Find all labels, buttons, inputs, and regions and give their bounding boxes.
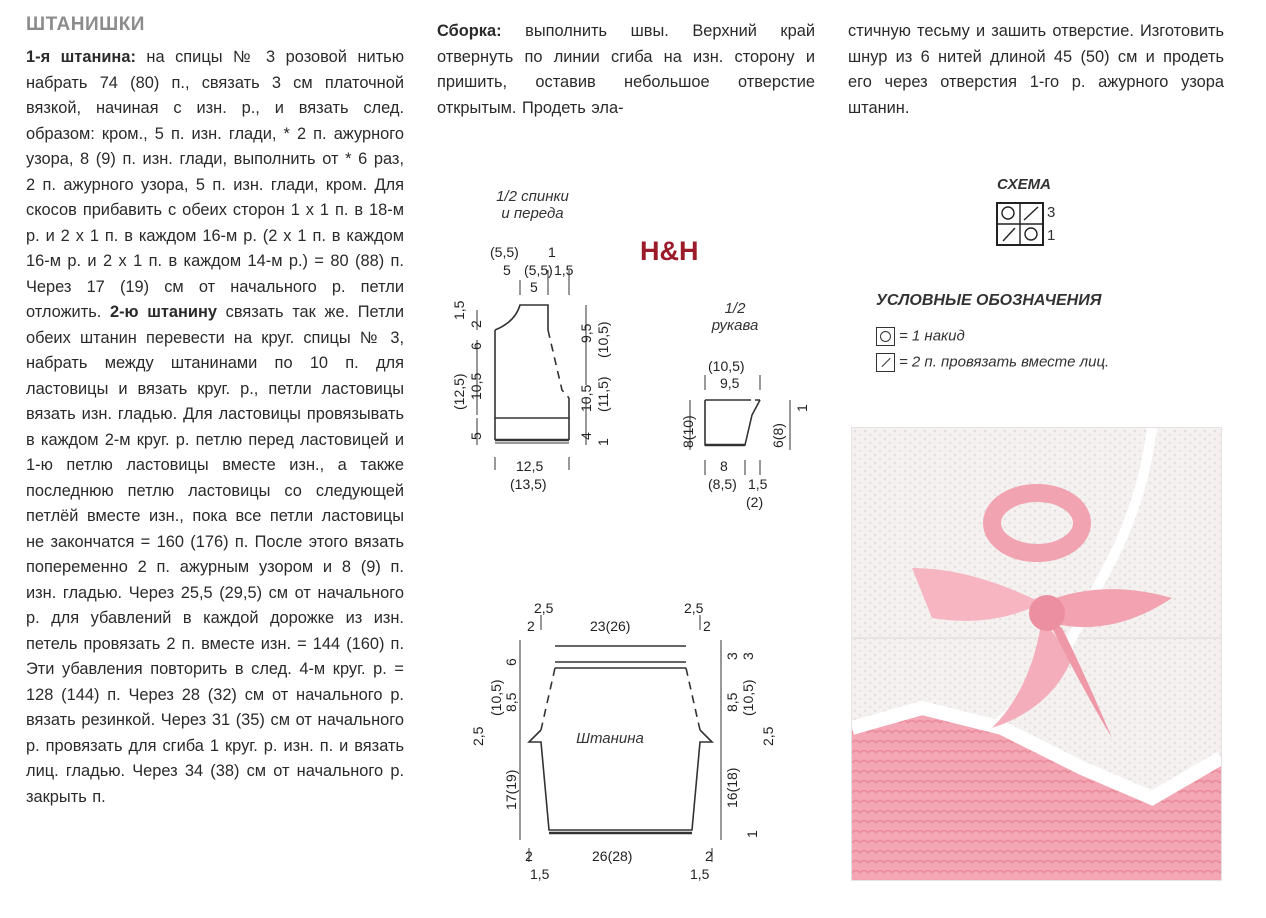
dim-p-left-1: 6: [503, 658, 519, 666]
dim-bf-right-3: 10,5: [578, 384, 594, 412]
dim-sl-top-1: (10,5): [708, 358, 745, 374]
dim-p-left-2: (10,5): [488, 679, 504, 716]
back-front-neck: [495, 305, 548, 330]
dim-bf-right-6: 1: [595, 438, 611, 446]
photo-illustration: [852, 428, 1221, 880]
part1-heading: 1-я штанина:: [26, 48, 136, 66]
dim-bf-left-6: 5: [468, 432, 484, 440]
schema-row-top: 3: [1047, 204, 1056, 221]
dim-p-bottom-l: 2: [525, 848, 533, 864]
part2-heading: 2-ю штанину: [109, 303, 217, 321]
pants-outline: [529, 730, 712, 830]
dim-bf-top-b: 5: [503, 262, 511, 278]
dim-p-bottom-r: 2: [705, 848, 713, 864]
dim-sl-top-2: 9,5: [720, 375, 740, 391]
dim-p-bottom-r2: 1,5: [690, 866, 710, 882]
dim-sl-left: 8(10): [680, 415, 696, 448]
sleeve-label: 1/2 рукава: [711, 300, 759, 334]
dim-bf-right-2: (10,5): [595, 321, 611, 358]
dim-sl-bottom-4: (2): [746, 494, 764, 510]
legend-item-k2tog: [876, 353, 1109, 372]
dim-sl-bottom-3: 1,5: [748, 476, 768, 492]
dim-bf-left-2: 2: [468, 320, 484, 328]
dim-bf-top-e: 1: [548, 244, 556, 260]
dim-bf-right-1: 9,5: [578, 323, 594, 343]
assembly-heading: Сборка:: [437, 22, 502, 40]
dim-p-right-6: 1: [744, 830, 760, 838]
assembly-continued: стичную тесьму и зашить отверстие. Изготовить шнур из 6 нитей длиной 45 (50) см и продеть его через отверстия 1-го р. ажурного узора штанин.: [848, 22, 1224, 117]
dim-bf-top-f: 1,5: [554, 262, 574, 278]
dim-p-right-3: (10,5): [740, 679, 756, 716]
schema-row-bottom: 1: [1047, 227, 1056, 244]
dim-bf-left-3: 6: [468, 342, 484, 350]
schema-title: СХЕМА: [997, 176, 1051, 193]
dim-sl-right-2: 1: [794, 404, 810, 412]
dim-bf-right-4: (11,5): [595, 376, 611, 412]
part2-text: связать так же. Петли обеих штанин перевести на круг. спицы № 3, набрать между штанинами по 10 п. для ластовицы и вязать круг. р., петли ластовицы вязать изн. гладью. Для ластовицы провязывать в каждом 2-м круг. р. петлю перед ластовицей и 1-ю петлю ластовицы вместе изн., а также последнюю петлю ластовицы со следующей петлёй вместе изн., пока все петли ластовицы не закончатся = 160 (176) п. После этого вязать попеременно 2 п. ажурным узором и 8 (9) п. изн. гладью. Через 25,5 (29,5) см от начального р. для убавлений в каждой дорожке из изн. петель провязать 2 п. вместе изн. = 144 (160) п. Эти убавления повторить в след. 4-м круг. р. = 128 (144) п. Через 28 (32) см от начального р. вязать резинкой. Через 31 (35) см от начального р. провязать для сгиба 1 круг. р. изн. п. и вязать лиц. гладью. Через 34 (38) см от начального р. закрыть п.: [26, 303, 404, 806]
dim-bf-top-a: (5,5): [490, 244, 519, 260]
dim-bf-left-5: 10,5: [468, 372, 484, 400]
dim-bf-bottom-1: 12,5: [516, 458, 544, 474]
legend-item-yarn-over: [876, 327, 965, 346]
legend-item2-text: = 2 п. провязать вместе лиц.: [899, 353, 1110, 371]
dim-bf-top-c: (5,5): [524, 262, 553, 278]
pants-label: Штанина: [576, 730, 644, 747]
dim-sl-right-1: 6(8): [770, 423, 786, 448]
dim-p-top-mid: 23(26): [590, 618, 631, 634]
dim-bf-left-4: (12,5): [451, 373, 467, 410]
legend-title: УСЛОВНЫЕ ОБОЗНАЧЕНИЯ: [876, 292, 1102, 309]
dim-bf-right-5: 4: [578, 432, 594, 440]
dim-p-left-4: 2,5: [470, 726, 486, 746]
legend-item1-text: = 1 накид: [899, 327, 965, 345]
yarn-over-symbol-icon: [876, 327, 895, 346]
knit-two-together-symbol-icon: [876, 353, 895, 372]
knit-bow-photo: [852, 428, 1221, 880]
dim-p-top-r: 2,5: [684, 600, 704, 616]
dim-bf-bottom-2: (13,5): [510, 476, 547, 492]
dim-bf-left-1: 1,5: [451, 300, 467, 320]
dim-p-right-1b: 3: [740, 652, 756, 660]
dim-bf-top-d: 5: [530, 279, 538, 295]
back-front-label: 1/2 спинки и переда: [496, 188, 569, 222]
dim-p-left-5: 17(19): [503, 769, 519, 810]
assembly-text: выполнить швы. Верхний край отвернуть по линии сгиба на изн. сторону и пришить, оставив небольшое отверстие открытым. Продеть эла-: [437, 22, 815, 117]
dim-p-right-1: 3: [724, 652, 740, 660]
dim-sl-bottom-1: 8: [720, 458, 728, 474]
dim-p-right-2: 8,5: [724, 692, 740, 712]
dim-p-bottom-mid: 26(28): [592, 848, 633, 864]
dim-p-right-4: 2,5: [760, 726, 776, 746]
section-title: ШТАНИШКИ: [26, 14, 145, 35]
back-front-armhole: [548, 330, 569, 398]
dim-p-bottom-l2: 1,5: [530, 866, 550, 882]
dim-p-top-l: 2,5: [534, 600, 554, 616]
schema-grid: [997, 203, 1043, 245]
dim-p-right-5: 16(18): [724, 767, 740, 808]
brand-logo: H&H: [640, 236, 699, 266]
sleeve-outline: [705, 400, 760, 445]
dim-p-top-r2: 2: [703, 618, 711, 634]
dim-p-top-l2: 2: [527, 618, 535, 634]
part1-text: на спицы № 3 розовой нитью набрать 74 (80) п., связать 3 см платочной вязкой, начиная с изн. р., и вязать след. образом: кром., 5 п. изн. глади, * 2 п. ажурного узора, 8 (9) п. изн. глади, выполнить от * 6 раз, 2 п. ажурного узора, 5 п. изн. глади, кром. Для скосов прибавить с обеих сторон 1 x 1 п. в 18-м р. и 2 x 1 п. в каждом 16-м р. (2 x 1 п. в каждом 16-м р. и 2 x 1 п. в каждом 14-м р.) = 80 (88) п. Через 17 (19) см от начального р. петли отложить.: [26, 48, 404, 321]
dim-sl-bottom-2: (8,5): [708, 476, 737, 492]
dim-p-left-3: 8,5: [503, 692, 519, 712]
